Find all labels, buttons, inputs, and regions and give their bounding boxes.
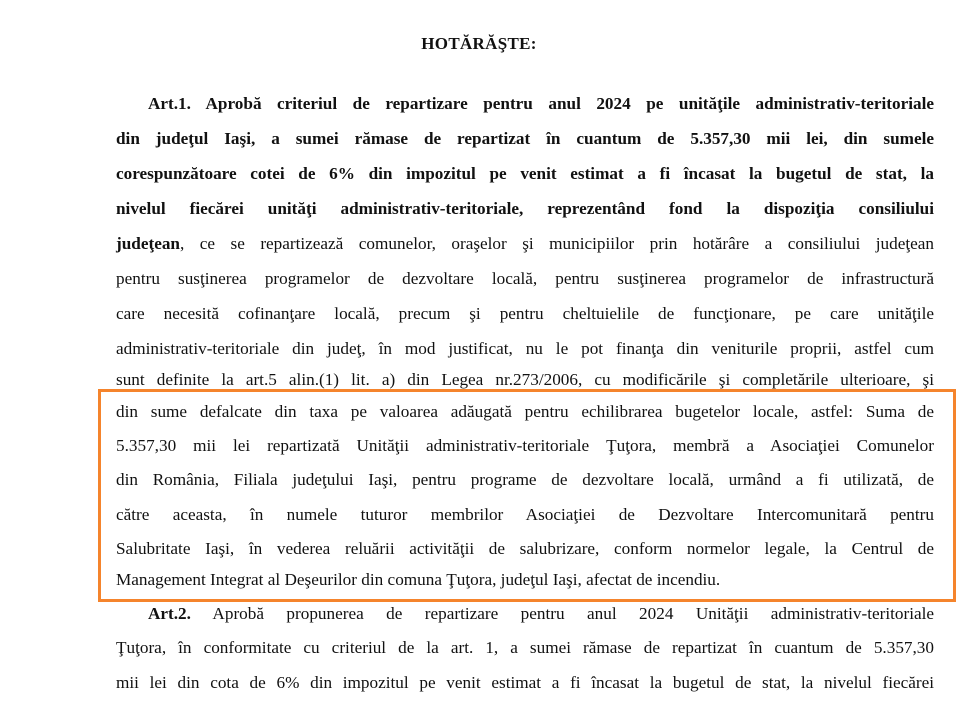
art1-line-4: nivelul fiecărei unităţi administrativ-teritoriale, reprezentând fond la dispoziţia consiliului <box>116 199 934 218</box>
art1-line-6: pentru susţinerea programelor de dezvoltare locală, pentru susţinerea programelor de infrastructură <box>116 269 934 288</box>
art2-label: Art.2. <box>148 604 191 623</box>
art1-line-9: sunt definite la art.5 alin.(1) lit. a) din Legea nr.273/2006, cu modificările şi completările ulterioare, şi <box>116 370 934 389</box>
art1-line-1: Art.1. Aprobă criteriul de repartizare pentru anul 2024 pe unităţile administrativ-teritoriale <box>148 94 934 113</box>
art2-line-1: Art.2. Aprobă propunerea de repartizare pentru anul 2024 Unităţii administrativ-teritoriale <box>148 604 934 623</box>
art1-line-8: administrativ-teritoriale din judeţ, în mod justificat, nu le pot finanţa din veniturile proprii, astfel cum <box>116 339 934 358</box>
highlighted-line-3: din România, Filiala judeţului Iaşi, pentru programe de dezvoltare locală, urmând a fi utilizată, de <box>116 470 934 489</box>
art1-line-5: judeţean, ce se repartizează comunelor, oraşelor şi municipiilor prin hotărâre a consiliului judeţean <box>116 234 934 253</box>
highlighted-line-4: către aceasta, în numele tuturor membrilor Asociaţiei de Dezvoltare Intercomunitară pentru <box>116 505 934 524</box>
art2-line-3: mii lei din cota de 6% din impozitul pe venit estimat a fi încasat la bugetul de stat, la nivelul fiecărei <box>116 673 934 692</box>
art1-line-2: din judeţul Iaşi, a sumei rămase de repartizat în cuantum de 5.357,30 mii lei, din sumele <box>116 129 934 148</box>
art2-line-2: Ţuţora, în conformitate cu criteriul de la art. 1, a sumei rămase de repartizat în cuantum de 5.357,30 <box>116 638 934 657</box>
highlighted-line-1: din sume defalcate din taxa pe valoarea adăugată pentru echilibrarea bugetelor locale, astfel: Suma de <box>116 402 934 421</box>
art1-line-7: care necesită cofinanţare locală, precum şi pentru cheltuielile de funcţionare, pe care unităţile <box>116 304 934 323</box>
art1-bold-word: judeţean <box>116 234 180 253</box>
document-heading: HOTĂRĂŞTE: <box>421 34 537 53</box>
highlighted-line-5: Salubritate Iaşi, în vederea reluării activităţii de salubrizare, conform normelor legale, la Centrul de <box>116 539 934 558</box>
highlighted-line-6: Management Integrat al Deşeurilor din comuna Ţuţora, judeţul Iaşi, afectat de incendiu. <box>116 570 721 589</box>
art1-label: Art.1. <box>148 94 191 113</box>
highlighted-line-2: 5.357,30 mii lei repartizată Unităţii administrativ-teritoriale Ţuţora, membră a Asociaţiei Comunelor <box>116 436 934 455</box>
art1-line-3: corespunzătoare cotei de 6% din impozitul pe venit estimat a fi încasat la bugetul de stat, la <box>116 164 934 183</box>
